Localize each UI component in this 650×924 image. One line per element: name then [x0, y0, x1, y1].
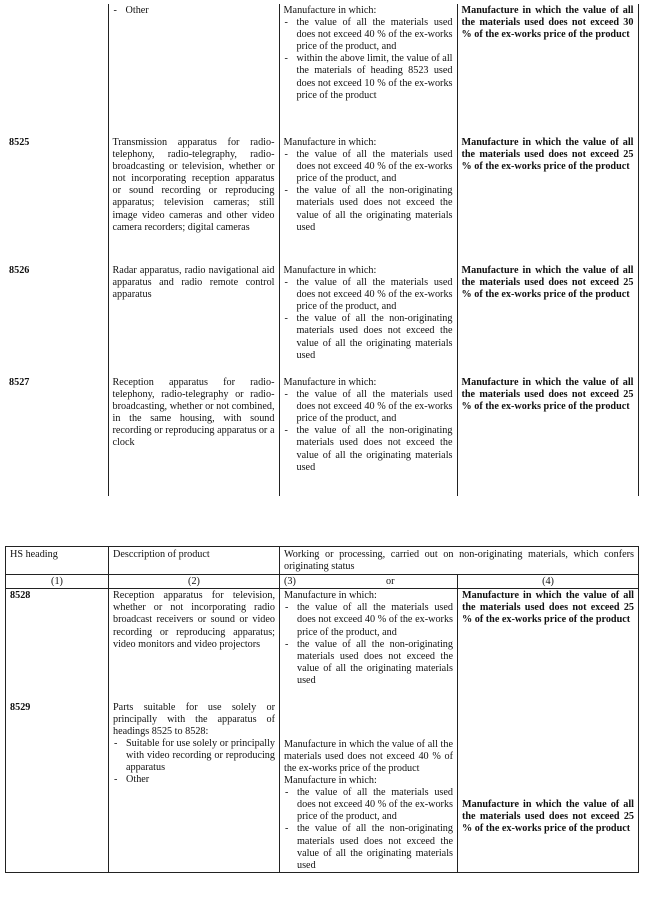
working-dash-item: - the value of all the materials used does not exceed 40 % of the ex-works price of the product, and — [284, 17, 453, 53]
alternative-cell — [458, 701, 639, 873]
alternative-text: Manufacture in which the value of all the materials used does not exceed 25 % of the ex-works price of the product — [462, 798, 635, 834]
table-row — [5, 376, 638, 496]
table-header-row — [6, 547, 639, 575]
table-row — [6, 701, 639, 873]
working-cell — [280, 589, 458, 701]
hs-heading-cell — [5, 4, 108, 136]
alternative-cell: Manufacture in which the value of all the materials used does not exceed 25 % of the ex-works price of the product — [457, 264, 638, 376]
table-row — [5, 4, 638, 136]
table-continuation — [5, 4, 638, 496]
description-cell — [109, 701, 280, 873]
hs-heading-cell: 8525 — [5, 136, 108, 264]
working-dash-item: - the value of all the materials used does not exceed 40 % of the ex-works price of the product, and — [284, 602, 453, 638]
working-dash-item: - the value of all the non-originating materials used does not exceed the value of all the originating materials used — [284, 425, 453, 473]
header-description: Desccription of product — [109, 547, 280, 575]
working-dash-item: - the value of all the non-originating materials used does not exceed the value of all the originating materials used — [284, 823, 453, 871]
description-dash-item: - Suitable for use solely or principally with video recording or reproducing apparatus — [113, 738, 275, 774]
alternative-cell: Manufacture in which the value of all the materials used does not exceed 25 % of the ex-works price of the product — [457, 136, 638, 264]
working-intro: Manufacture in which: — [284, 775, 377, 787]
alternative-cell: Manufacture in which the value of all the materials used does not exceed 25 % of the ex-works price of the product — [458, 589, 639, 701]
header-number-3-or — [280, 575, 458, 589]
table-row — [5, 136, 638, 264]
working-dash-item: - the value of all the non-originating materials used does not exceed the value of all the originating materials used — [284, 639, 453, 687]
description-cell: Reception apparatus for radio-telephony, radio-telegraphy or radio-broadcasting, whether or not combined, in the same housing, with sound recording or reproducing apparatus or a clock — [108, 376, 279, 496]
hs-heading-cell: 8528 — [6, 589, 109, 701]
description-cell — [108, 4, 279, 136]
description-dash-item: - Other — [113, 5, 275, 17]
description-cell: Reception apparatus for television, whether or not incorporating radio broadcast receivers or sound or video recording or reproducing apparatus; video monitors and video projectors — [109, 589, 280, 701]
header-working-processing: Working or processing, carried out on non-originating materials, which confers originating status — [280, 547, 639, 575]
header-number-1: (1) — [6, 575, 109, 589]
working-cell — [279, 4, 457, 136]
working-cell — [280, 701, 458, 873]
header-number-3: (3) — [284, 576, 296, 588]
header-or: or — [386, 576, 395, 588]
description-cell: Radar apparatus, radio navigational aid apparatus and radio remote control apparatus — [108, 264, 279, 376]
working-cell — [279, 264, 457, 376]
hs-heading-cell: 8529 — [6, 701, 109, 873]
hs-heading-cell: 8527 — [5, 376, 108, 496]
working-intro: Manufacture in which: — [284, 590, 377, 602]
working-dash-item: - within the above limit, the value of all the materials of heading 8523 used does not exceed 10 % of the ex-works price of the product — [284, 53, 453, 101]
description-cell: Transmission apparatus for radio-telephony, radio-telegraphy, radio-broadcasting or television, whether or not incorporating reception apparatus or sound recording or reproducing apparatus; television cameras; still image video cameras and other video camera recorders; digital cameras — [108, 136, 279, 264]
working-dash-item: - the value of all the materials used does not exceed 40 % of the ex-works price of the product, and — [284, 149, 453, 185]
working-intro: Manufacture in which: — [283, 377, 377, 388]
working-intro: Manufacture in which: — [283, 265, 377, 276]
header-number-2: (2) — [109, 575, 280, 589]
working-cell — [279, 376, 457, 496]
working-dash-item: - the value of all the materials used does not exceed 40 % of the ex-works price of the product, and — [284, 787, 453, 823]
alternative-cell: Manufacture in which the value of all the materials used does not exceed 30 % of the ex-works price of the product — [457, 4, 638, 136]
working-dash-item: - the value of all the materials used does not exceed 40 % of the ex-works price of the product, and — [284, 389, 453, 425]
working-dash-item: - the value of all the non-originating materials used does not exceed the value of all the originating materials used — [284, 185, 453, 233]
alternative-cell: Manufacture in which the value of all the materials used does not exceed 25 % of the ex-works price of the product — [457, 376, 638, 496]
working-intro: Manufacture in which: — [283, 137, 377, 148]
header-number-4: (4) — [458, 575, 639, 589]
hs-heading-cell: 8526 — [5, 264, 108, 376]
table-number-row — [6, 575, 639, 589]
working-cell — [279, 136, 457, 264]
header-hs-heading: HS heading — [6, 547, 109, 575]
working-text: Manufacture in which the value of all the materials used does not exceed 40 % of the ex-works price of the product — [284, 738, 453, 774]
working-dash-item: - the value of all the materials used does not exceed 40 % of the ex-works price of the product, and — [284, 277, 453, 313]
description-dash-item: - Other — [113, 774, 275, 786]
table-row — [6, 589, 639, 701]
description-intro: Parts suitable for use solely or principally with the apparatus of headings 8525 to 8528: — [113, 701, 275, 737]
table-with-header — [5, 546, 638, 873]
working-intro: Manufacture in which: — [283, 5, 377, 16]
working-dash-item: - the value of all the non-originating materials used does not exceed the value of all the originating materials used — [284, 313, 453, 361]
table-row — [5, 264, 638, 376]
